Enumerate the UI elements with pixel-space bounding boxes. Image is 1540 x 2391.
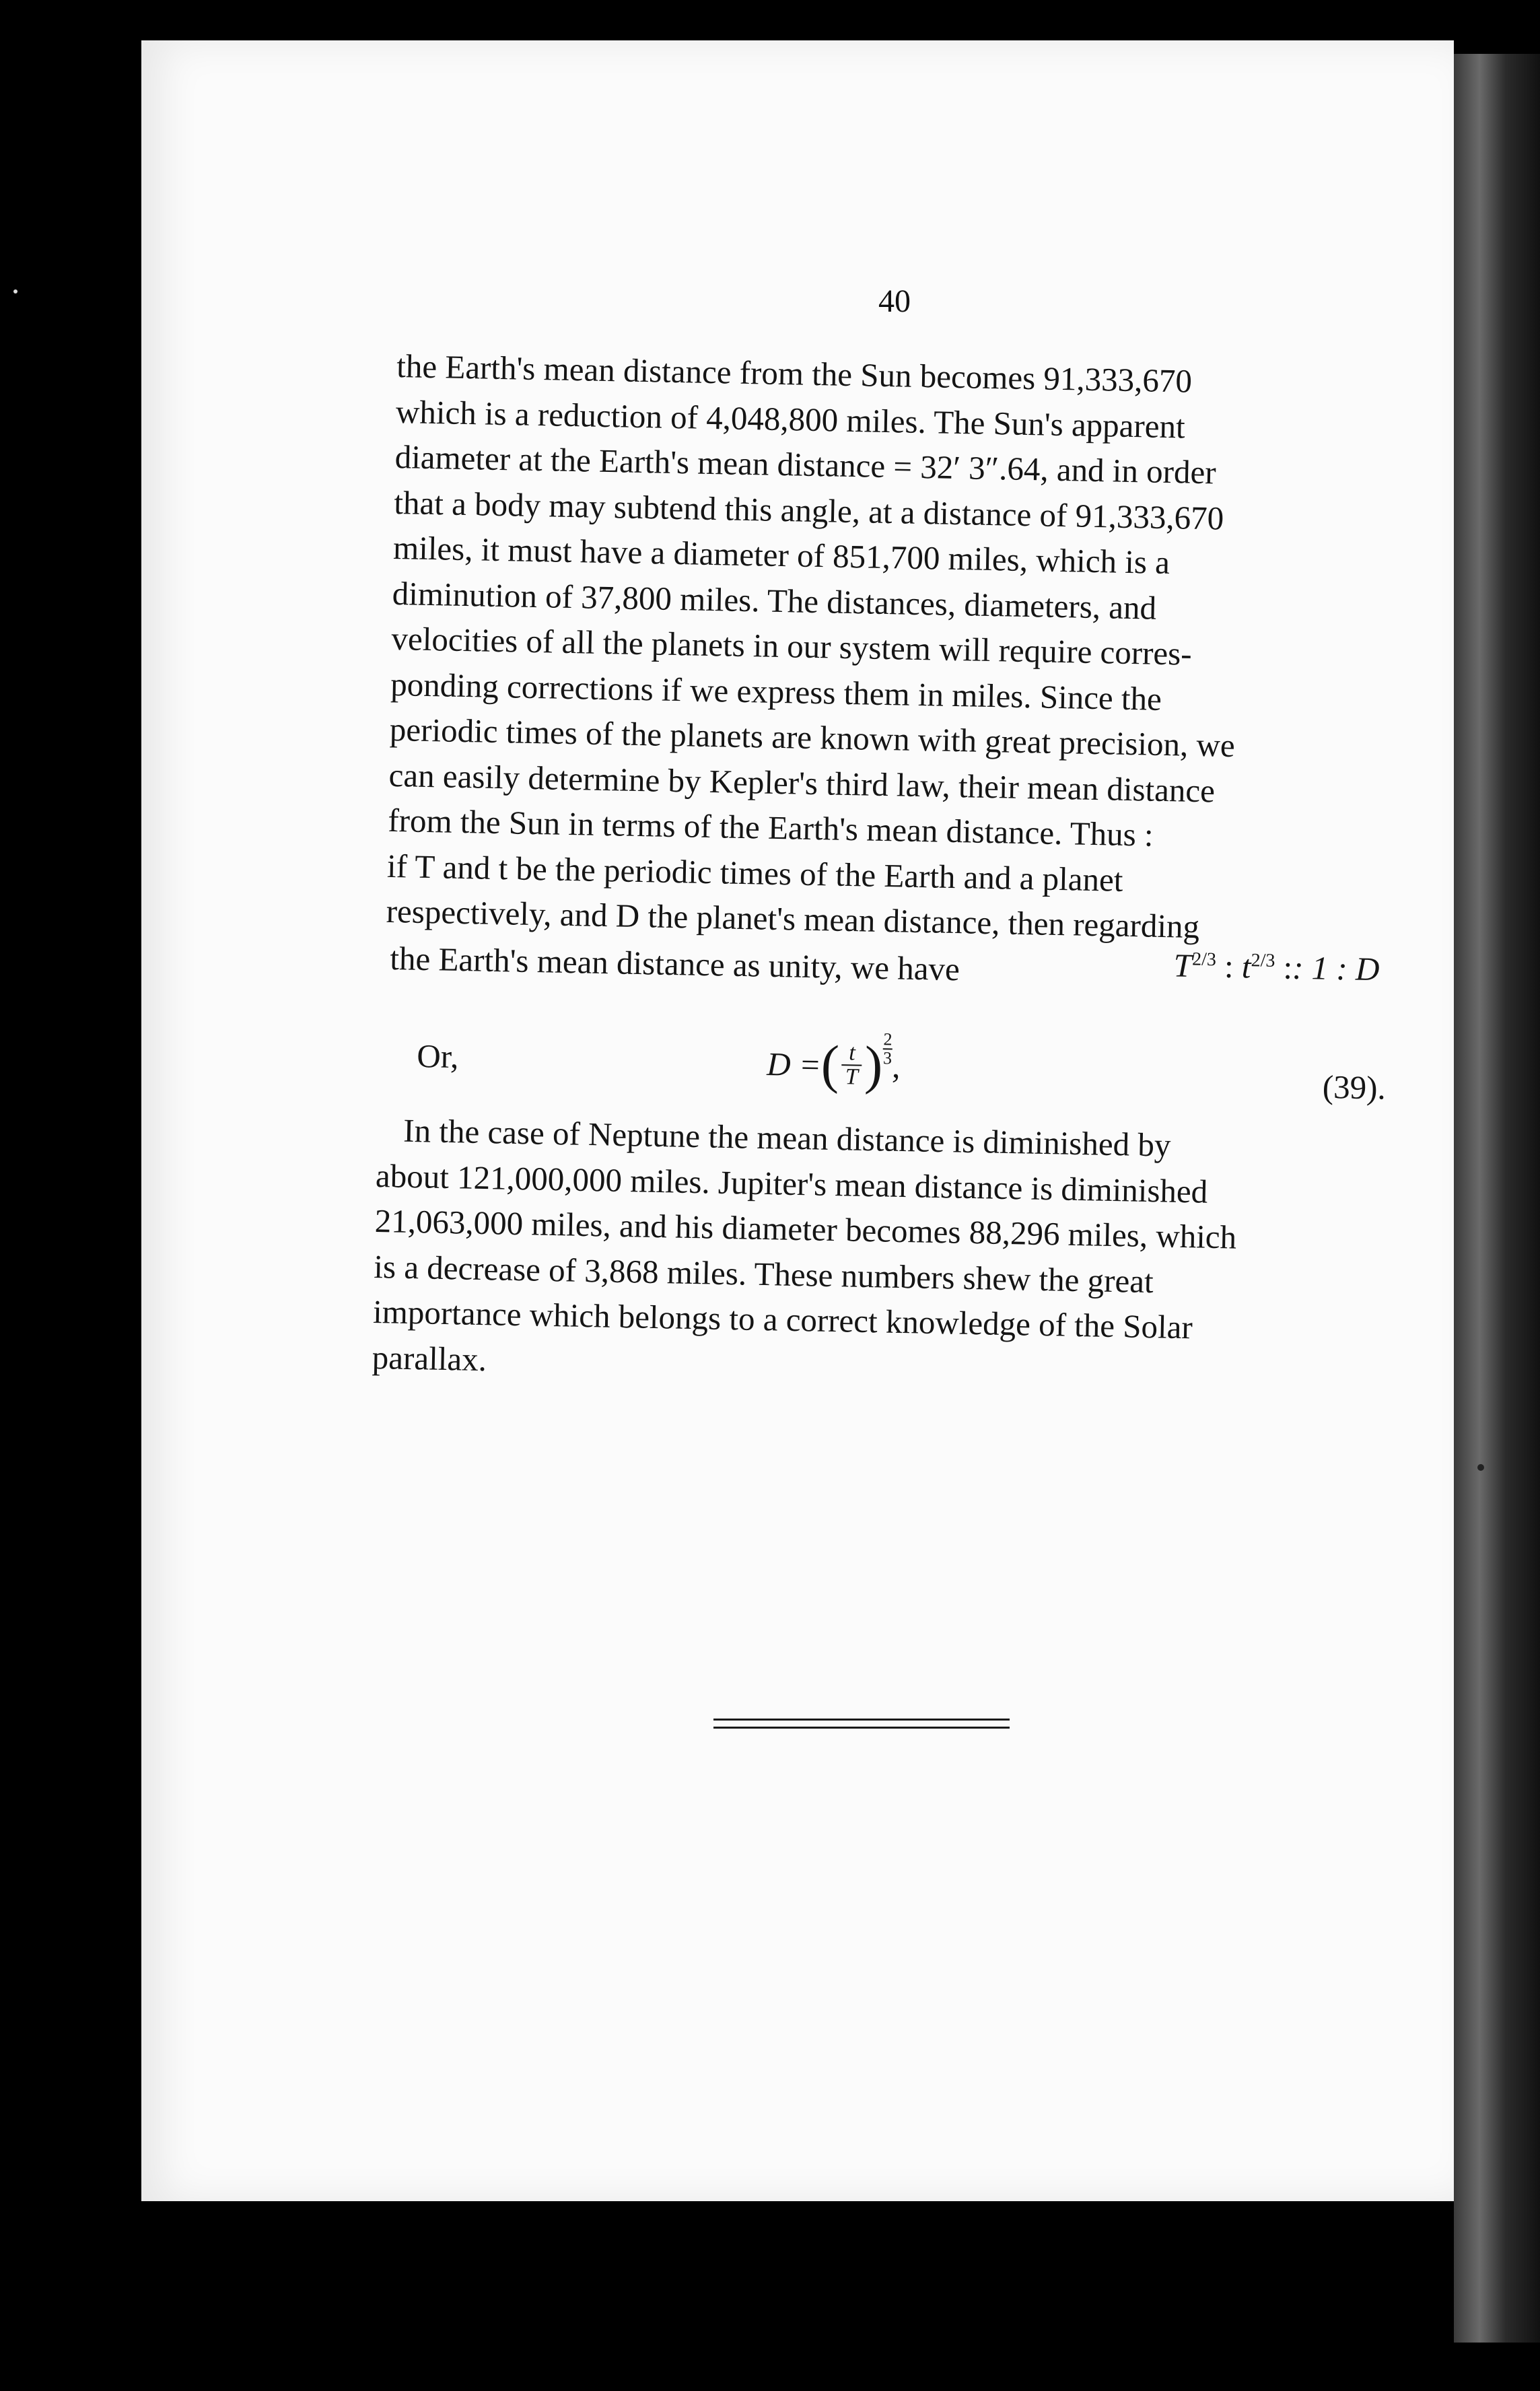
- equation-comma: ,: [891, 1047, 901, 1085]
- text-line: which is a reduction of 4,048,800 miles. The Sun's apparent: [395, 392, 1186, 445]
- exponent: 2/3: [1191, 948, 1217, 971]
- equation-or-label: Or,: [416, 1037, 459, 1076]
- left-paren: (: [820, 1035, 840, 1095]
- symbol-t: t: [1241, 948, 1252, 985]
- text-line: that a body may subtend this angle, at a distance of 91,333,670: [393, 483, 1224, 537]
- text-line: the Earth's mean distance from the Sun becomes 91,333,670: [396, 347, 1193, 400]
- text-line: is a decrease of 3,868 miles. These numbers shew the great: [373, 1247, 1154, 1300]
- text-line: from the Sun in terms of the Earth's mean distance. Thus :: [387, 801, 1154, 854]
- page-edge: [1454, 54, 1540, 2343]
- exponent: 2/3: [1251, 950, 1275, 971]
- text-line: can easily determine by Kepler's third law, their mean distance: [388, 756, 1216, 809]
- symbol-T: T: [1173, 946, 1193, 984]
- text-line: velocities of all the planets in our system will require corres-: [391, 619, 1193, 672]
- text-line: if T and t be the periodic times of the Earth and a planet: [386, 847, 1123, 899]
- page-number: 40: [878, 283, 911, 319]
- equation-number: (39).: [1322, 1068, 1387, 1107]
- text-line: about 121,000,000 miles. Jupiter's mean distance is diminished: [375, 1156, 1208, 1210]
- section-rule-top: [713, 1719, 1010, 1721]
- proportion-expression: $T^{2/3}$ : $t^{2/3}$ :: 1 : D: [1173, 946, 1380, 988]
- text-line: miles, it must have a diameter of 851,700 miles, which is a: [392, 528, 1170, 582]
- dust-speck: [1477, 1464, 1484, 1471]
- text-line: diameter at the Earth's mean distance = 32′ 3″.64, and in order: [394, 438, 1217, 491]
- text-line: ponding corrections if we express them in miles. Since the: [390, 665, 1162, 718]
- text-line: importance which belongs to a correct knowledge of the Solar: [372, 1292, 1193, 1346]
- dust-speck: [13, 289, 18, 293]
- text-line: respectively, and D the planet's mean distance, then regarding: [386, 892, 1200, 946]
- proportion-lead-text: the Earth's mean distance as unity, we have: [389, 939, 960, 988]
- proportion-rest: : 1 : D: [1292, 948, 1380, 988]
- equation-formula: [766, 1029, 901, 1096]
- text-line: diminution of 37,800 miles. The distances, diameters, and: [392, 574, 1157, 627]
- text-line: In the case of Neptune the mean distance is diminished by: [403, 1111, 1171, 1164]
- section-rule-bottom: [713, 1727, 1010, 1729]
- paragraph-1: [386, 343, 1380, 952]
- fraction-numerator: t: [848, 1040, 856, 1066]
- equation-lhs: D =: [766, 1045, 822, 1084]
- text-line: 21,063,000 miles, and his diameter becomes 88,296 miles, which: [374, 1202, 1237, 1256]
- text-line: parallax.: [372, 1338, 487, 1378]
- equation-exponent: 2 3: [882, 1029, 893, 1068]
- right-paren: ): [864, 1035, 884, 1096]
- paragraph-2: [372, 1107, 1360, 1399]
- text-line: periodic times of the planets are known with great precision, we: [389, 710, 1236, 764]
- fraction: [841, 1041, 862, 1089]
- fraction-denominator: T: [845, 1064, 859, 1090]
